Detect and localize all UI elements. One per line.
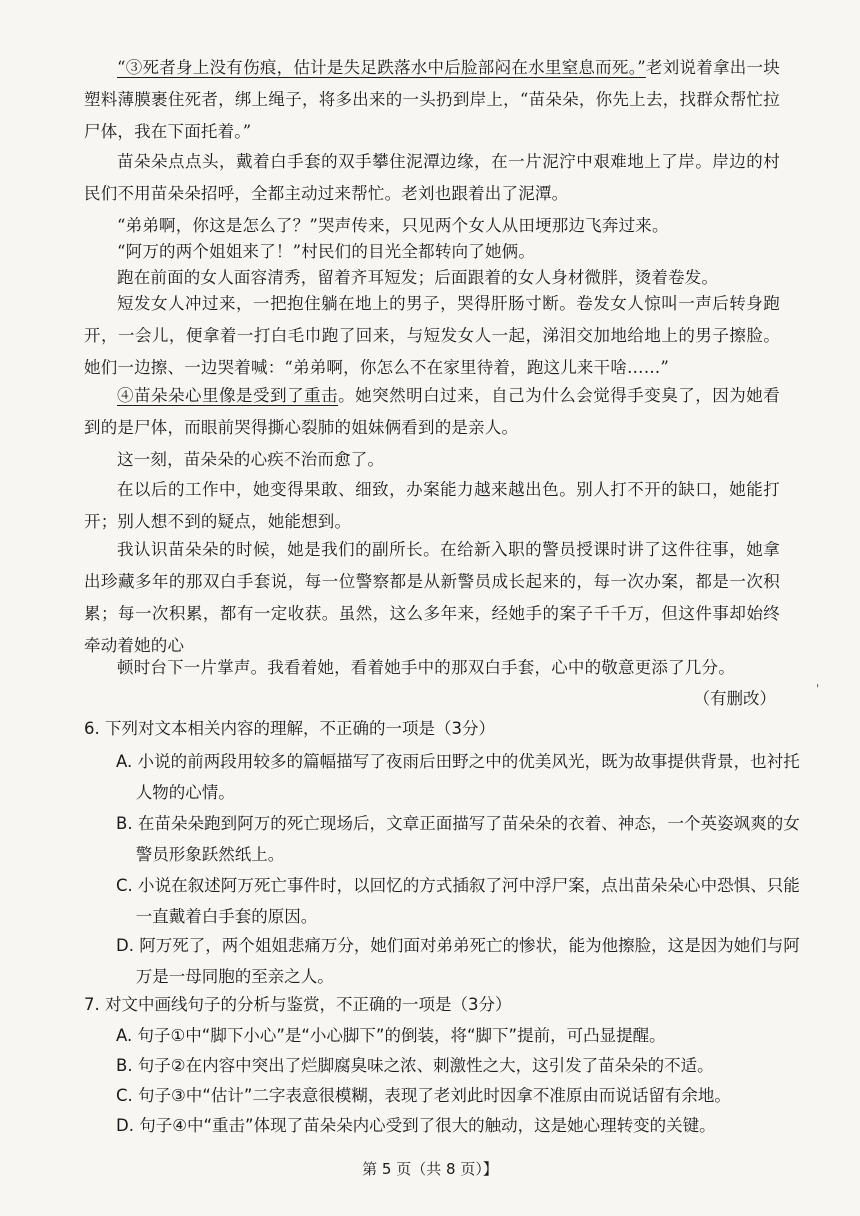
question-6-option-d: D. 阿万死了，两个姐姐悲痛万分，她们面对弟弟死亡的惨状，能为他擦脸，这是因为她们与阿万是一母同胞的至亲之人。 xyxy=(116,936,800,986)
scan-mark: ' xyxy=(816,682,820,696)
source-note: （有删改） xyxy=(693,689,776,708)
page-footer: 第 5 页（共 8 页）】 xyxy=(362,1160,498,1178)
passage-paragraph: 苗朵朵点点头，戴着白手套的双手攀住泥潭边缘，在一片泥泞中艰难地上了岸。岸边的村民们不用苗朵朵招呼，全都主动过来帮忙。老刘也跟着出了泥潭。 xyxy=(84,152,780,203)
passage-paragraph: 在以后的工作中，她变得果敢、细致，办案能力越来越出色。别人打不开的缺口，她能打开；别人想不到的疑点，她能想到。 xyxy=(84,480,780,531)
passage-paragraph: “弟弟啊，你这是怎么了？”哭声传来，只见两个女人从田埂那边飞奔过来。 xyxy=(117,216,669,235)
question-6-stem: 6. 下列对文本相关内容的理解，不正确的一项是（3分） xyxy=(84,719,495,738)
question-7-option-c: C. 句子③中“估计”二字表意很模糊，表现了老刘此时因拿不准原由而说话留有余地。 xyxy=(116,1086,731,1105)
question-6-option-b: B. 在苗朵朵跑到阿万的死亡现场后，文章正面描写了苗朵朵的衣着、神态，一个英姿飒爽的女警员形象跃然纸上。 xyxy=(116,814,800,864)
passage-paragraph: 跑在前面的女人面容清秀，留着齐耳短发；后面跟着的女人身材微胖，烫着卷发。 xyxy=(117,268,719,287)
question-7-option-b: B. 句子②在内容中突出了烂脚腐臭味之浓、刺激性之大，这引发了苗朵朵的不适。 xyxy=(116,1056,714,1075)
passage-paragraph: 顿时台下一片掌声。我看着她，看着她手中的那双白手套，心中的敬意更添了几分。 xyxy=(117,658,735,677)
question-6-option-c: C. 小说在叙述阿万死亡事件时，以回忆的方式插叙了河中浮尸案，点出苗朵朵心中恐惧、只能一直戴着白手套的原因。 xyxy=(116,876,800,926)
paragraph-text: 老刘说着拿出一块塑料薄膜裹住死者，绑上绳子，将多出来的一头扔到岸上，“苗朵朵，你先上去，找群众帮忙拉尸体，我在下面托着。” xyxy=(84,58,780,141)
question-7-stem: 7. 对文中画线句子的分析与鉴赏，不正确的一项是（3分） xyxy=(84,995,512,1014)
passage-paragraph: 短发女人冲过来，一把抱住躺在地上的男子，哭得肝肠寸断。卷发女人惊叫一声后转身跑开，一会儿，便拿着一打白毛巾跑了回来，与短发女人一起，涕泪交加地给地上的男子擦脸。她们一边擦、一边哭着喊：“弟弟啊，你怎么不在家里待着，跑这儿来干啥……” xyxy=(84,294,780,377)
passage-paragraph xyxy=(84,52,780,148)
passage-paragraph xyxy=(84,380,780,444)
question-6-option-a: A. 小说的前两段用较多的篇幅描写了夜雨后田野之中的优美风光，既为故事提供背景，也衬托人物的心情。 xyxy=(116,752,800,802)
paragraph-text: 。她突然明白过来，自己为什么会觉得手变臭了，因为她看到的是尸体，而眼前哭得撕心裂肺的姐妹俩看到的是亲人。 xyxy=(84,386,780,437)
passage-paragraph: 我认识苗朵朵的时候，她是我们的副所长。在给新入职的警员授课时讲了这件往事，她拿出珍藏多年的那双白手套说，每一位警察都是从新警员成长起来的，每一次办案，都是一次积累；每一次积累，都有一定收获。虽然，这么多年来，经她手的案子千千万，但这件事却始终牵动着她的心 xyxy=(84,540,780,655)
passage-paragraph: “阿万的两个姐姐来了！”村民们的目光全都转向了她俩。 xyxy=(117,242,536,261)
underlined-sentence-3: “③死者身上没有伤痕，估计是失足跌落水中后脸部闷在水里窒息而死。” xyxy=(117,58,646,77)
question-7-option-a: A. 句子①中“脚下小心”是“小心脚下”的倒装，将“脚下”提前，可凸显提醒。 xyxy=(116,1026,666,1045)
question-7-option-d: D. 句子④中“重击”体现了苗朵朵内心受到了很大的触动，这是她心理转变的关键。 xyxy=(116,1116,716,1135)
passage-paragraph: 这一刻，苗朵朵的心疾不治而愈了。 xyxy=(117,450,385,469)
underlined-sentence-4: ④苗朵朵心里像是受到了重击 xyxy=(117,386,339,405)
